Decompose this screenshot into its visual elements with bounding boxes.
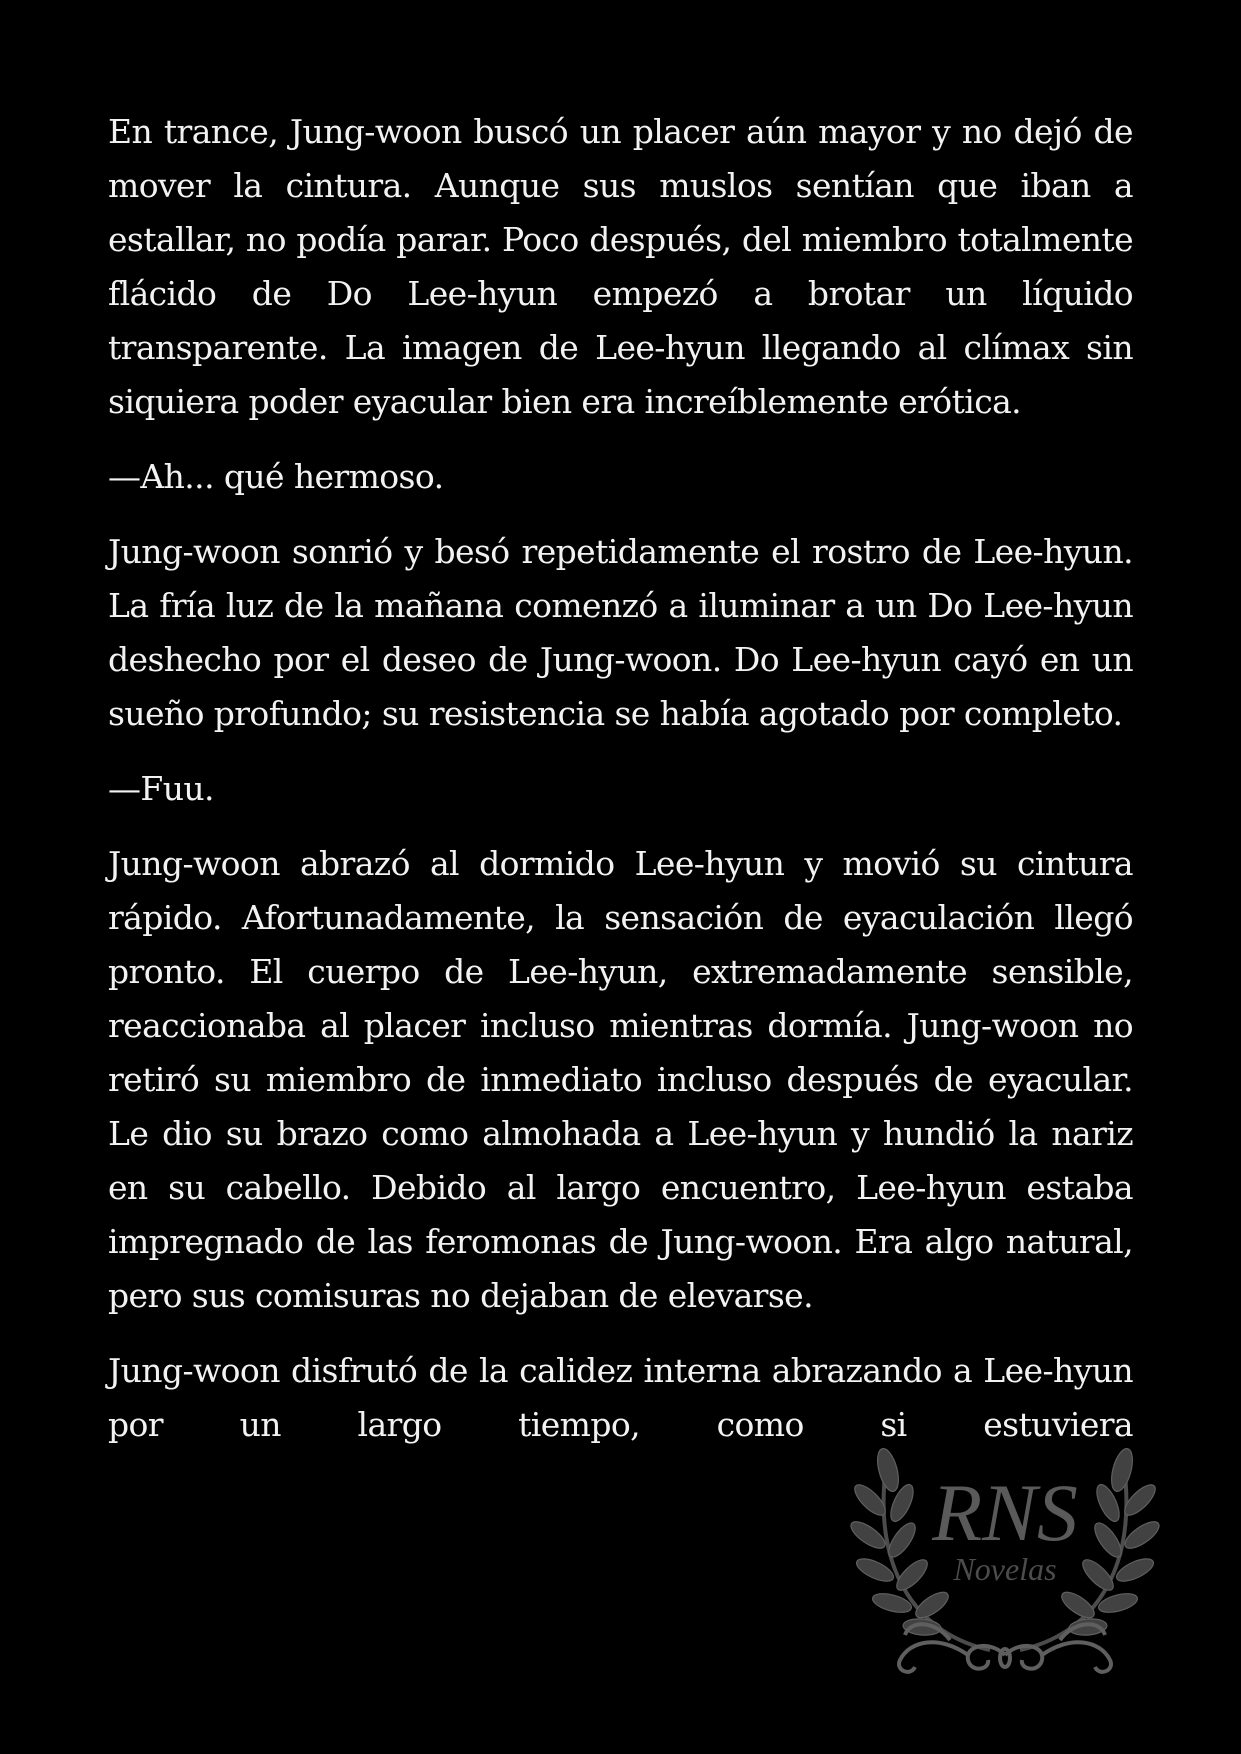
chapter-text bbox=[108, 105, 1133, 1473]
paragraph-3: Jung-woon abrazó al dormido Lee-hyun y movió su cintura rápido. Afortunadamente, la sensación de eyaculación llegó pronto. El cuerpo de Lee-hyun, extremadamente sensible, reaccionaba al placer incluso mientras dormía. Jung-woon no retiró su miembro de inmediato incluso después de eyacular. Le dio su brazo como almohada a Lee-hyun y hundió la nariz en su cabello. Debido al largo encuentro, Lee-hyun estaba impregnado de las feromonas de Jung-woon. Era algo natural, pero sus comisuras no dejaban de elevarse. bbox=[108, 844, 1133, 1315]
dialogue-line-2: —Fuu. bbox=[108, 769, 214, 808]
paragraph-4: Jung-woon disfrutó de la calidez interna abrazando a Lee-hyun por un largo tiempo, como si estuviera bbox=[108, 1351, 1133, 1444]
watermark-logo-text: RNS bbox=[932, 1467, 1078, 1558]
dialogue-line-1: —Ah... qué hermoso. bbox=[108, 457, 444, 496]
watermark-subtitle: Novelas bbox=[953, 1551, 1057, 1587]
paragraph-1: En trance, Jung-woon buscó un placer aún mayor y no dejó de mover la cintura. Aunque sus muslos sentían que iban a estallar, no podía parar. Poco después, del miembro totalmente flácido de Do Lee-hyun empezó a brotar un líquido transparente. La imagen de Lee-hyun llegando al clímax sin siquiera poder eyacular bien era increíblemente erótica. bbox=[108, 112, 1133, 421]
paragraph-2: Jung-woon sonrió y besó repetidamente el rostro de Lee-hyun. La fría luz de la mañana comenzó a iluminar a un Do Lee-hyun deshecho por el deseo de Jung-woon. Do Lee-hyun cayó en un sueño profundo; su resistencia se había agotado por completo. bbox=[108, 532, 1133, 733]
